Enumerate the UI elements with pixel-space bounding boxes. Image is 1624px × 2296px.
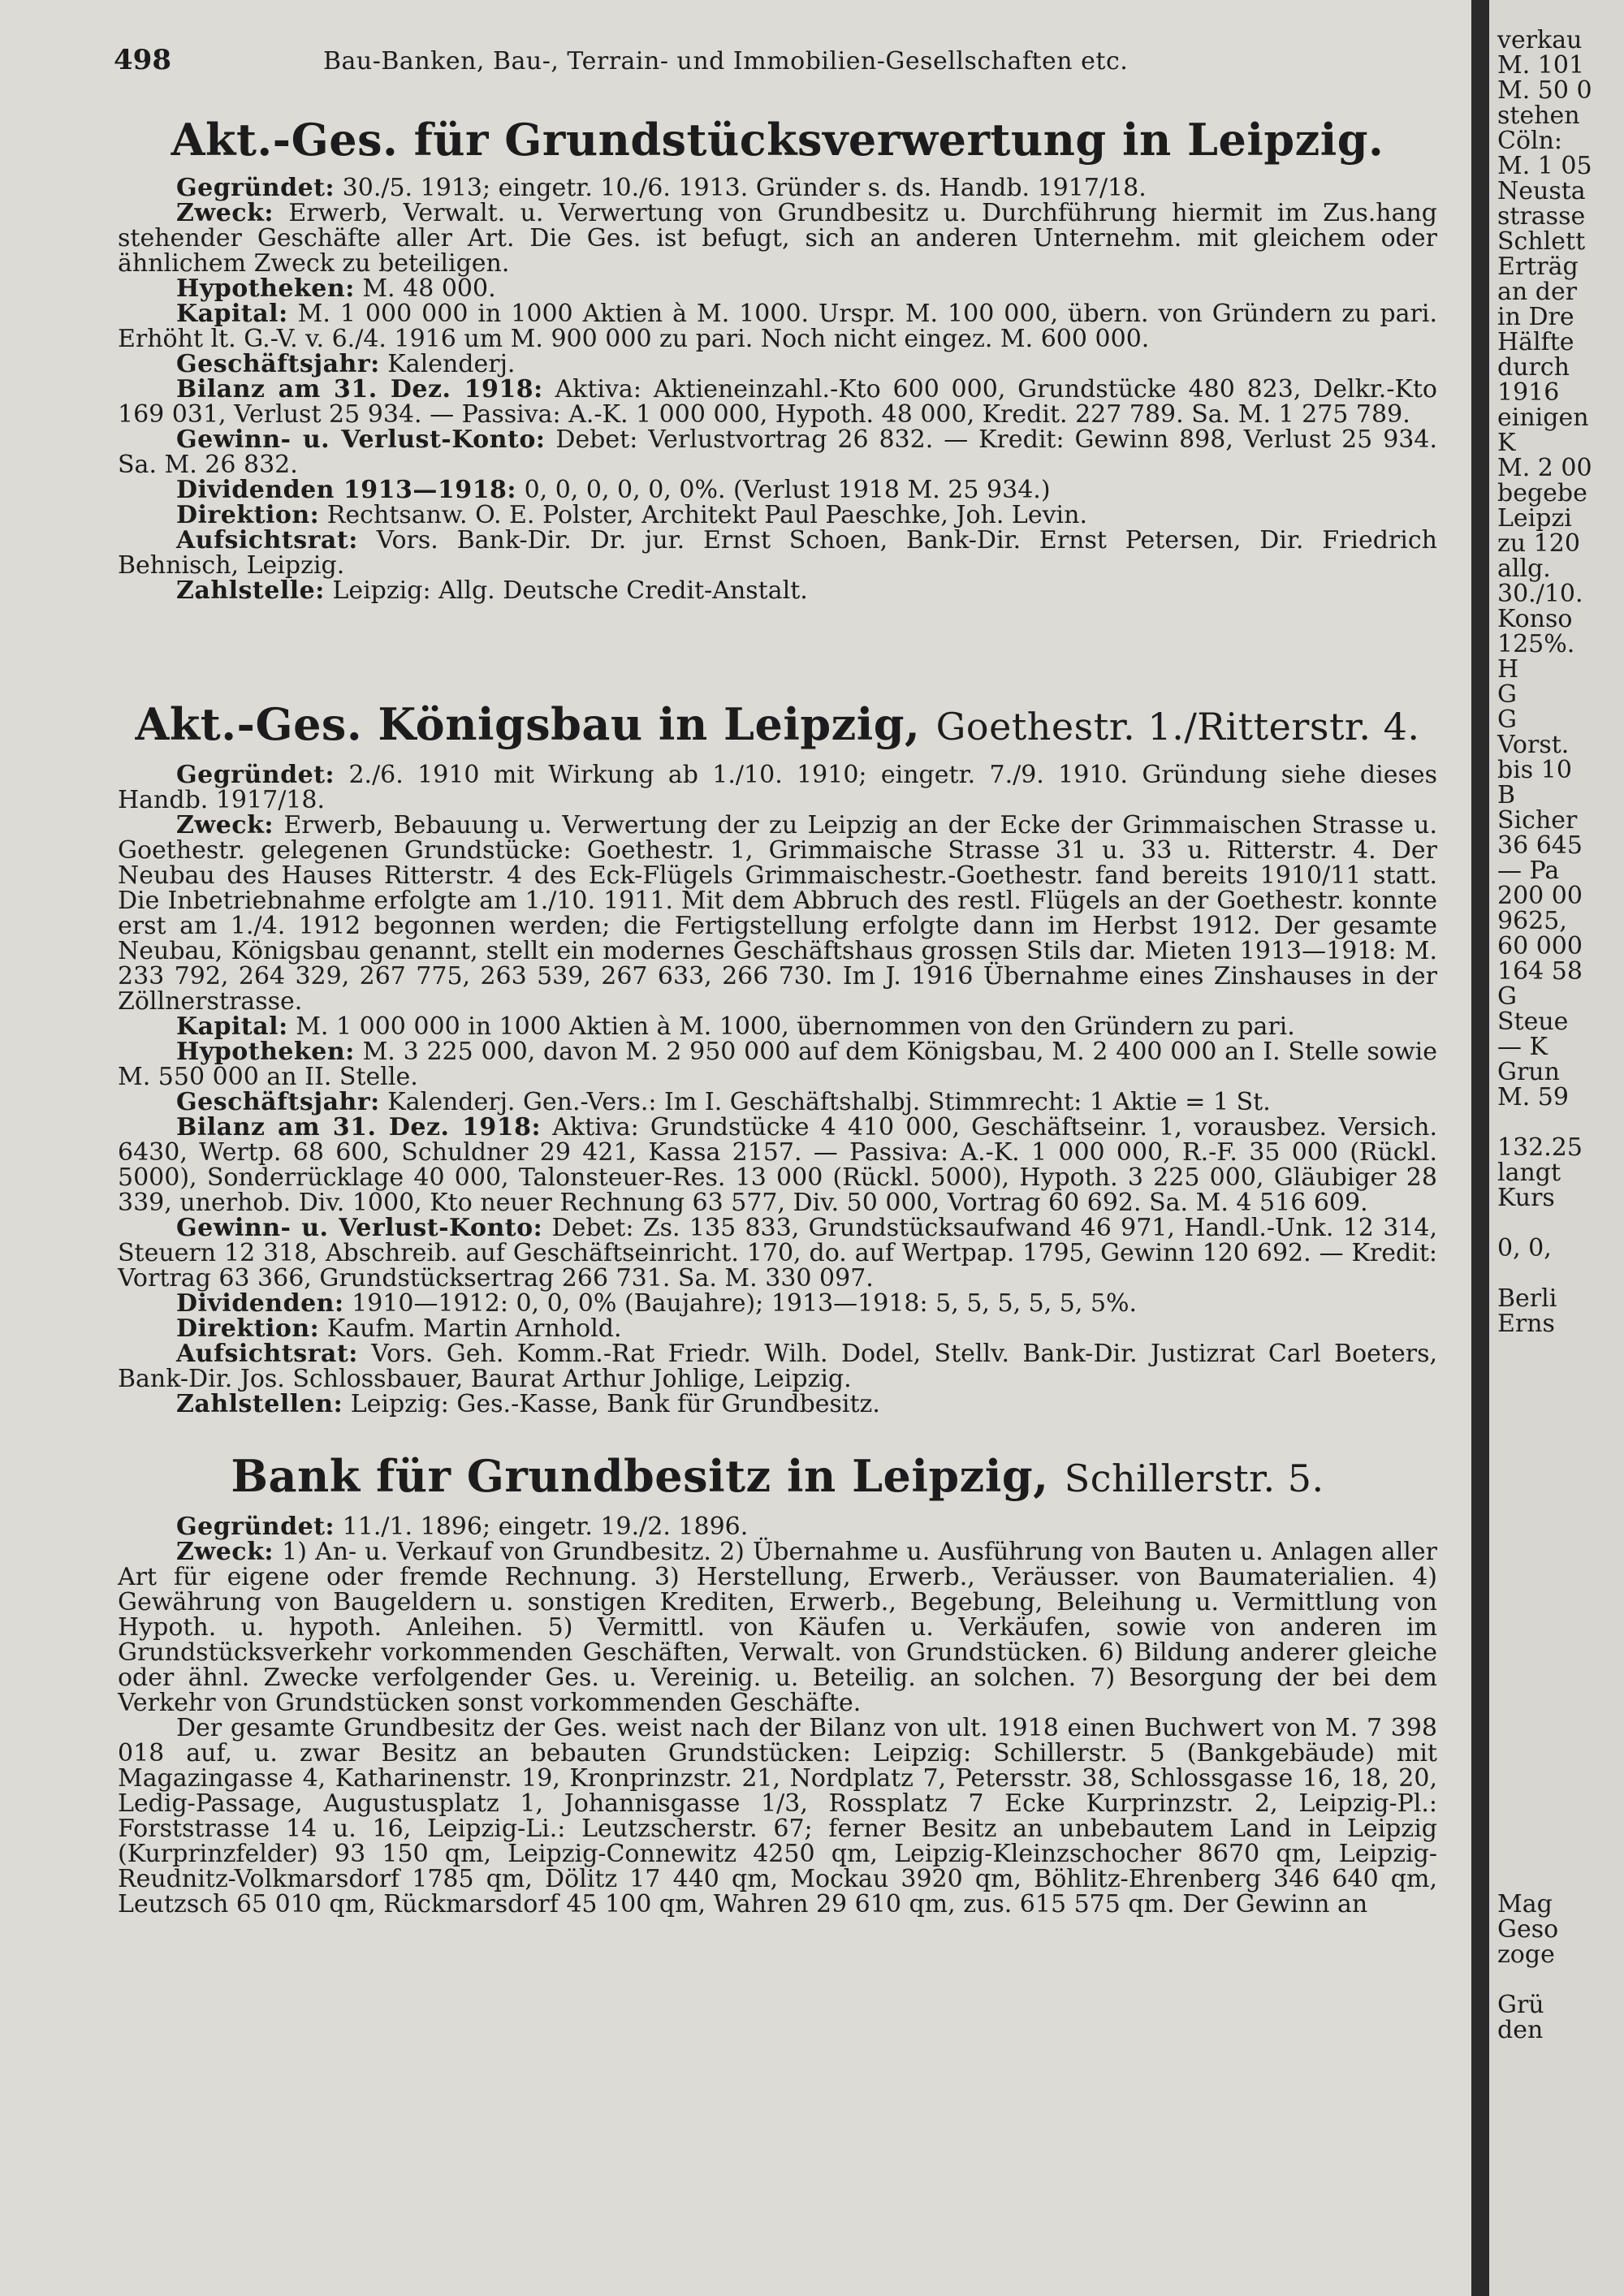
entry-field [118, 1539, 1437, 1716]
adjacent-page-line: Mag [1497, 1890, 1553, 1918]
adjacent-page-line: einigen [1497, 404, 1589, 432]
field-label: Bilanz am 31. Dez. 1918: [176, 375, 543, 404]
entry-field [118, 175, 1437, 201]
adjacent-page-line: an der [1497, 278, 1578, 306]
adjacent-page-line: Erns [1497, 1310, 1555, 1338]
entry-field [118, 477, 1437, 503]
field-text: Kalenderj. [387, 350, 516, 378]
adjacent-page-line: 0, 0, [1497, 1234, 1552, 1262]
adjacent-page-line: M. 1 05 [1497, 152, 1592, 180]
adjacent-page-line: G [1497, 982, 1517, 1011]
field-text: M. 48 000. [362, 274, 496, 303]
entry-field [118, 578, 1437, 603]
adjacent-page-line: Cöln: [1497, 127, 1563, 155]
adjacent-page-line: allg. [1497, 555, 1551, 583]
adjacent-page-line: M. 59 [1497, 1083, 1569, 1111]
field-label: Aufsichtsrat: [176, 526, 358, 555]
adjacent-page-line: — Pa [1497, 857, 1560, 885]
adjacent-page-line: Leipzi [1497, 504, 1572, 533]
entry-field [118, 1341, 1437, 1392]
entry-field [118, 762, 1437, 813]
field-label: Gewinn- u. Verlust-Konto: [176, 1214, 543, 1242]
entry-field [118, 528, 1437, 578]
adjacent-page-line: B [1497, 781, 1516, 809]
adjacent-page-line: G [1497, 706, 1517, 734]
field-label: Zweck: [176, 811, 274, 839]
adjacent-page-line: K [1497, 429, 1516, 457]
adjacent-page-line: 36 645 [1497, 831, 1583, 860]
entry-field [118, 1090, 1437, 1115]
adjacent-page-line: Vorst. [1497, 731, 1570, 759]
adjacent-page-line: zoge [1497, 1940, 1555, 1969]
field-text: Kaufm. Martin Arnhold. [326, 1314, 622, 1343]
field-text: 30./5. 1913; eingetr. 10./6. 1913. Gründer s. ds. Handb. 1917/18. [342, 174, 1147, 202]
adjacent-page-line: Neusta [1497, 177, 1586, 205]
adjacent-page-line: verkau [1497, 26, 1583, 54]
adjacent-page-line: 125%. [1497, 630, 1575, 658]
adjacent-page-line: stehen [1497, 101, 1580, 130]
adjacent-page-line: Geso [1497, 1915, 1559, 1944]
running-header [104, 42, 1444, 81]
field-label: Hypotheken: [176, 274, 355, 303]
adjacent-page-line: zu 120 [1497, 529, 1580, 558]
adjacent-page-line: Konso [1497, 605, 1573, 633]
field-text: Vors. Bank-Dir. Dr. jur. Ernst Schoen, Bank-Dir. Ernst Petersen, Dir. Friedrich Behnisch, Leipzig. [118, 526, 1437, 580]
field-text: 11./1. 1896; eingetr. 19./2. 1896. [342, 1513, 749, 1541]
adjacent-page-text [1497, 28, 1624, 1336]
field-text: Debet: Zs. 135 833, Grundstücksaufwand 46 971, Handl.-Unk. 12 314, Steuern 12 318, Abschreib. auf Geschäftseinricht. 170, do. auf Wertpap. 1795, Gewinn 120 692. — Kredit: Vortrag 63 366, Grundstücksertrag 266 731. Sa. M. 330 097. [118, 1214, 1437, 1293]
adjacent-page-text-lower [1497, 1892, 1624, 2043]
adjacent-page-line [1497, 1261, 1624, 1286]
adjacent-page-line: 164 58 [1497, 957, 1583, 986]
company-entry [118, 1450, 1437, 1917]
entry-fields [118, 1514, 1437, 1917]
adjacent-page-line: Grun [1497, 1058, 1560, 1086]
adjacent-page-line: Berli [1497, 1284, 1557, 1313]
company-address: Goethestr. 1./Ritterstr. 4. [935, 705, 1420, 749]
adjacent-page-line: langt [1497, 1159, 1561, 1187]
adjacent-page-line: 9625, [1497, 907, 1567, 935]
field-text: 2./6. 1910 mit Wirkung ab 1./10. 1910; eingetr. 7./9. 1910. Gründung siehe dieses Handb. 1917/18. [118, 761, 1437, 814]
entry-title [118, 114, 1437, 166]
field-label: Gegründet: [176, 761, 335, 789]
entry-field [118, 352, 1437, 377]
entry-field [118, 276, 1437, 301]
adjacent-page-line: Sicher [1497, 806, 1578, 835]
field-label: Gegründet: [176, 174, 335, 202]
adjacent-page-line: begebe [1497, 479, 1587, 507]
entry-field [118, 813, 1437, 1014]
field-text: Kalenderj. Gen.-Vers.: Im I. Geschäftshalbj. Stimmrecht: 1 Aktie = 1 St. [387, 1088, 1271, 1116]
entry-field [118, 1316, 1437, 1341]
entry-field [118, 1514, 1437, 1539]
entry-field [118, 427, 1437, 477]
adjacent-page-line: 1916 [1497, 378, 1560, 407]
running-title: Bau-Banken, Bau-, Terrain- und Immobilien-Gesellschaften etc. [323, 47, 1129, 76]
field-label: Aufsichtsrat: [176, 1340, 358, 1368]
field-text: Der gesamte Grundbesitz der Ges. weist nach der Bilanz von ult. 1918 einen Buchwert von M. 7 398 018 auf, u. zwar Besitz an bebauten Grundstücken: Leipzig: Schillerstr. 5 (Bankgebäude) mit Magazingasse 4, Katharinenstr. 19, Kronprinzstr. 21, Nordplatz 7, Petersstr. 38, Schlossgasse 16, 18, 20, Ledig-Passage, Augustusplatz 1, Johannisgasse 1/3, Rossplatz 7 Ecke Kurprinzstr. 2, Leipzig-Pl.: Forststrasse 14 u. 16, Leipzig-Li.: Leutzscherstr. 67; ferner Besitz an unbebautem Land in Leipzig (Kurprinzfelder) 93 150 qm, Leipzig-Connewitz 4250 qm, Leipzig-Kleinzschocher 8670 qm, Leipzig-Reudnitz-Volkmarsdorf 1785 qm, Dölitz 17 440 qm, Mockau 3920 qm, Böhlitz-Ehrenberg 346 640 qm, Leutzsch 65 010 qm, Rückmarsdorf 45 100 qm, Wahren 29 610 qm, zus. 615 575 qm. Der Gewinn an [118, 1714, 1437, 1918]
adjacent-page-line: G [1497, 680, 1517, 709]
adjacent-page-line: Kurs [1497, 1184, 1555, 1212]
adjacent-page-line: M. 101 [1497, 51, 1585, 80]
adjacent-page-line: M. 2 00 [1497, 454, 1592, 482]
field-text: M. 3 225 000, davon M. 2 950 000 auf dem Königsbau, M. 2 400 000 an I. Stelle sowie M. 550 000 an II. Stelle. [118, 1038, 1437, 1091]
field-text: Vors. Geh. Komm.-Rat Friedr. Wilh. Dodel, Stellv. Bank-Dir. Justizrat Carl Boeters, Bank-Dir. Jos. Schlossbauer, Baurat Arthur Johlige, Leipzig. [118, 1340, 1437, 1393]
adjacent-page-line: Grü [1497, 1991, 1544, 2019]
field-label: Geschäftsjahr: [176, 1088, 380, 1116]
field-text: 1) An- u. Verkauf von Grundbesitz. 2) Übernahme u. Ausführung von Bauten u. Anlagen aller Art für eigene oder fremde Rechnung. 3) Herstellung, Erwerb., Veräusser. von Baumaterialien. 4) Gewährung von Baugeldern u. sonstigen Krediten, Erwerb., Begebung, Beleihung u. Vermittlung von Hypoth. u. hypoth. Anleihen. 5) Vermittl. von Käufen u. Verkäufen, sowie von anderen im Grundstücksverkehr vorkommenden Geschäften, Verwalt. von Grundstücken. 6) Bildung anderer gleiche oder ähnl. Zwecke verfolgender Ges. u. Vereinig. u. Beteilig. an solchen. 7) Besorgung der bei dem Verkehr von Grundstücken sonst vorkommenden Geschäfte. [118, 1538, 1437, 1717]
adjacent-page-line: Erträg [1497, 252, 1579, 281]
field-label: Gewinn- u. Verlust-Konto: [176, 425, 546, 454]
field-text: Rechtsanw. O. E. Polster, Architekt Paul Paeschke, Joh. Levin. [326, 501, 1087, 529]
company-name: Akt.-Ges. Königsbau in Leipzig, [135, 698, 921, 750]
entry-fields [118, 175, 1437, 603]
field-text: Debet: Verlustvortrag 26 832. — Kredit: Gewinn 898, Verlust 25 934. Sa. M. 26 832. [118, 425, 1437, 479]
adjacent-page-line [1497, 1967, 1624, 1992]
entry-field [118, 1115, 1437, 1215]
entry-field [118, 1392, 1437, 1417]
entry-field [118, 301, 1437, 352]
field-label: Kapital: [176, 1012, 288, 1041]
entry-field [118, 377, 1437, 427]
entry-field [118, 1291, 1437, 1316]
adjacent-page-line [1497, 1110, 1624, 1135]
field-text: 0, 0, 0, 0, 0, 0%. (Verlust 1918 M. 25 934.) [524, 476, 1051, 504]
adjacent-page-line: in Dre [1497, 303, 1574, 331]
field-label: Hypotheken: [176, 1038, 355, 1066]
entry-field [118, 1039, 1437, 1090]
field-label: Zweck: [176, 199, 274, 227]
entry-field [118, 1215, 1437, 1291]
field-label: Direktion: [176, 1314, 320, 1343]
company-name: Bank für Grundbesitz in Leipzig, [231, 1450, 1049, 1502]
field-text: Aktiva: Aktieneinzahl.-Kto 600 000, Grundstücke 480 823, Delkr.-Kto 169 031, Verlust 25 934. — Passiva: A.-K. 1 000 000, Hypoth. 48 000, Kredit. 227 789. Sa. M. 1 275 789. [118, 375, 1437, 429]
field-text: Leipzig: Ges.-Kasse, Bank für Grundbesitz. [350, 1390, 880, 1418]
entry-title [118, 1450, 1437, 1504]
company-entry [118, 114, 1437, 603]
field-label: Dividenden 1913—1918: [176, 476, 517, 504]
adjacent-page-line: Steue [1497, 1008, 1569, 1036]
adjacent-page-line: Schlett [1497, 227, 1586, 256]
field-label: Gegründet: [176, 1513, 335, 1541]
adjacent-page-line: — K [1497, 1033, 1548, 1061]
entry-field [118, 503, 1437, 528]
company-address: Schillerstr. 5. [1064, 1457, 1324, 1500]
field-label: Zweck: [176, 1538, 274, 1566]
field-text: M. 1 000 000 in 1000 Aktien à M. 1000. Urspr. M. 100 000, übern. von Gründern zu pari. Erhöht lt. G.-V. v. 6./4. 1916 um M. 900 000 zu pari. Noch nicht eingez. M. 600 000. [118, 300, 1437, 353]
entry-title [118, 698, 1437, 753]
field-label: Zahlstellen: [176, 1390, 343, 1418]
field-text: Erwerb, Bebauung u. Verwertung der zu Leipzig an der Ecke der Grimmaischen Strasse u. Goethestr. gelegenen Grundstücke: Goethestr. 1, Grimmaische Strasse 31 u. 33 u. Ritterstr. 4. Der Neubau des Hauses Ritterstr. 4 des Eck-Flügels Grimmaischestr.-Goethestr. fand bereits 1910/11 statt. Die Inbetriebnahme erfolgte am 1./10. 1911. Mit dem Abbruch des restl. Flügels an der Goethestr. konnte erst am 1./4. 1912 begonnen werden; die Fertigstellung erfolgte dann im Herbst 1912. Der gesamte Neubau, Königsbau genannt, stellt ein modernes Geschäftshaus grossen Stils dar. Mieten 1913—1918: M. 233 792, 264 329, 267 775, 263 539, 267 633, 266 730. Im J. 1916 Übernahme eines Zinshauses in der Zöllnerstrasse. [118, 811, 1437, 1016]
field-label: Direktion: [176, 501, 320, 529]
adjacent-page-line: Hälfte [1497, 328, 1574, 356]
field-label: Geschäftsjahr: [176, 350, 380, 378]
adjacent-page-line: M. 50 0 [1497, 76, 1592, 105]
adjacent-page-line: strasse [1497, 202, 1586, 231]
adjacent-page-line [1497, 1211, 1624, 1236]
entry-fields [118, 762, 1437, 1417]
field-label: Zahlstelle: [176, 576, 325, 605]
entry-field [118, 201, 1437, 276]
adjacent-page-line: 30./10. [1497, 580, 1583, 608]
field-label: Kapital: [176, 300, 288, 328]
book-gutter [1471, 0, 1489, 2296]
field-text: 1910—1912: 0, 0, 0% (Baujahre); 1913—1918: 5, 5, 5, 5, 5, 5%. [352, 1289, 1138, 1318]
adjacent-page-line: durch [1497, 353, 1570, 382]
adjacent-page-line: 200 00 [1497, 882, 1583, 910]
entry-field [118, 1014, 1437, 1039]
adjacent-page-edge [1489, 0, 1624, 2296]
adjacent-page-line: 60 000 [1497, 932, 1583, 960]
field-text: Aktiva: Grundstücke 4 410 000, Geschäftseinr. 1, vorausbez. Versich. 6430, Wertp. 68 600, Schuldner 29 421, Kassa 2157. — Passiva: A.-K. 1 000 000, R.-F. 35 000 (Rückl. 5000), Sonderrücklage 40 000, Talonsteuer-Res. 13 000 (Rückl. 5000), Hypoth. 3 225 000, Gläubiger 28 339, unerhob. Div. 1000, Kto neuer Rechnung 63 577, Div. 50 000, Vortrag 60 692. Sa. M. 4 516 609. [118, 1113, 1437, 1217]
field-text: M. 1 000 000 in 1000 Aktien à M. 1000, übernommen von den Gründern zu pari. [296, 1012, 1295, 1041]
adjacent-page-line: H [1497, 655, 1519, 684]
adjacent-page-line: 132.25 [1497, 1133, 1583, 1162]
field-text: Erwerb, Verwalt. u. Verwertung von Grundbesitz u. Durchführung hiermit im Zus.hang stehender Geschäfte aller Art. Die Ges. ist befugt, sich an anderen Unternehm. mit gleichem oder ähnlichem Zweck zu beteiligen. [118, 199, 1437, 278]
field-label: Bilanz am 31. Dez. 1918: [176, 1113, 542, 1142]
company-name: Akt.-Ges. für Grundstücksverwertung in Leipzig. [171, 114, 1384, 166]
page-number: 498 [114, 44, 171, 76]
field-text: Leipzig: Allg. Deutsche Credit-Anstalt. [332, 576, 808, 605]
entry-field [118, 1716, 1437, 1917]
field-label: Dividenden: [176, 1289, 344, 1318]
adjacent-page-line: bis 10 [1497, 756, 1572, 784]
company-entry [118, 698, 1437, 1417]
adjacent-page-line: den [1497, 2016, 1544, 2044]
